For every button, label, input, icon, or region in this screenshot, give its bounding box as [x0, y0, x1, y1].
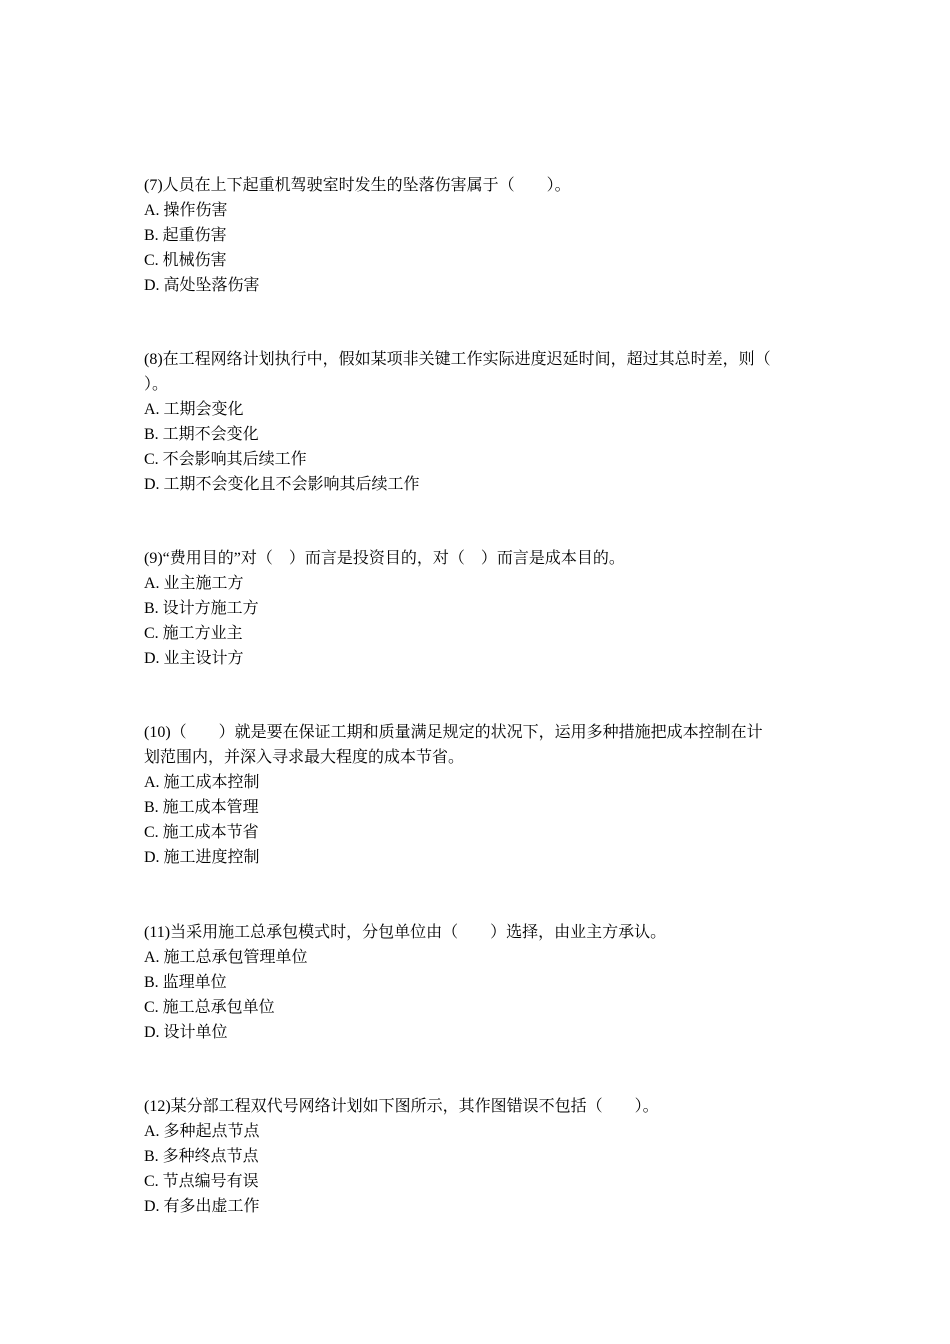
question-stem: (12)某分部工程双代号网络计划如下图所示，其作图错误不包括（ ）。 — [144, 1098, 659, 1115]
option-d: D. 工期不会变化且不会影响其后续工作 — [144, 476, 420, 493]
question-stem-line-2: 划范围内，并深入寻求最大程度的成本节省。 — [144, 749, 465, 766]
option-d: D. 施工进度控制 — [144, 849, 260, 866]
question-11 — [144, 920, 814, 1045]
question-10 — [144, 720, 814, 870]
option-c: C. 不会影响其后续工作 — [144, 451, 307, 468]
option-c: C. 施工方业主 — [144, 625, 243, 642]
option-a: A. 施工总承包管理单位 — [144, 949, 308, 966]
question-9 — [144, 546, 814, 671]
option-c: C. 机械伤害 — [144, 252, 227, 269]
option-c: C. 节点编号有误 — [144, 1173, 259, 1190]
option-a: A. 多种起点节点 — [144, 1123, 260, 1140]
option-b: B. 施工成本管理 — [144, 799, 259, 816]
option-d: D. 业主设计方 — [144, 650, 244, 667]
option-b: B. 多种终点节点 — [144, 1148, 259, 1165]
option-b: B. 工期不会变化 — [144, 426, 259, 443]
option-c: C. 施工成本节省 — [144, 824, 259, 841]
option-d: D. 有多出虚工作 — [144, 1198, 260, 1215]
question-stem: (7)人员在上下起重机驾驶室时发生的坠落伤害属于（ ）。 — [144, 177, 571, 194]
question-8 — [144, 347, 814, 497]
option-b: B. 监理单位 — [144, 974, 227, 991]
option-d: D. 设计单位 — [144, 1024, 228, 1041]
option-a: A. 业主施工方 — [144, 575, 244, 592]
option-b: B. 设计方施工方 — [144, 600, 259, 617]
question-12 — [144, 1094, 814, 1219]
question-stem-line-2: ）。 — [144, 376, 169, 393]
option-a: A. 工期会变化 — [144, 401, 244, 418]
question-stem: (9)“费用目的”对（ ）而言是投资目的，对（ ）而言是成本目的。 — [144, 550, 625, 567]
option-b: B. 起重伤害 — [144, 227, 227, 244]
option-d: D. 高处坠落伤害 — [144, 277, 260, 294]
option-a: A. 操作伤害 — [144, 202, 228, 219]
question-7 — [144, 173, 814, 298]
question-stem-line-1: (10)（ ）就是要在保证工期和质量满足规定的状况下，运用多种措施把成本控制在计 — [144, 724, 763, 741]
question-stem: (11)当采用施工总承包模式时，分包单位由（ ）选择，由业主方承认。 — [144, 924, 667, 941]
question-stem-line-1: (8)在工程网络计划执行中，假如某项非关键工作实际进度迟延时间，超过其总时差，则（ — [144, 351, 771, 368]
option-c: C. 施工总承包单位 — [144, 999, 275, 1016]
option-a: A. 施工成本控制 — [144, 774, 260, 791]
